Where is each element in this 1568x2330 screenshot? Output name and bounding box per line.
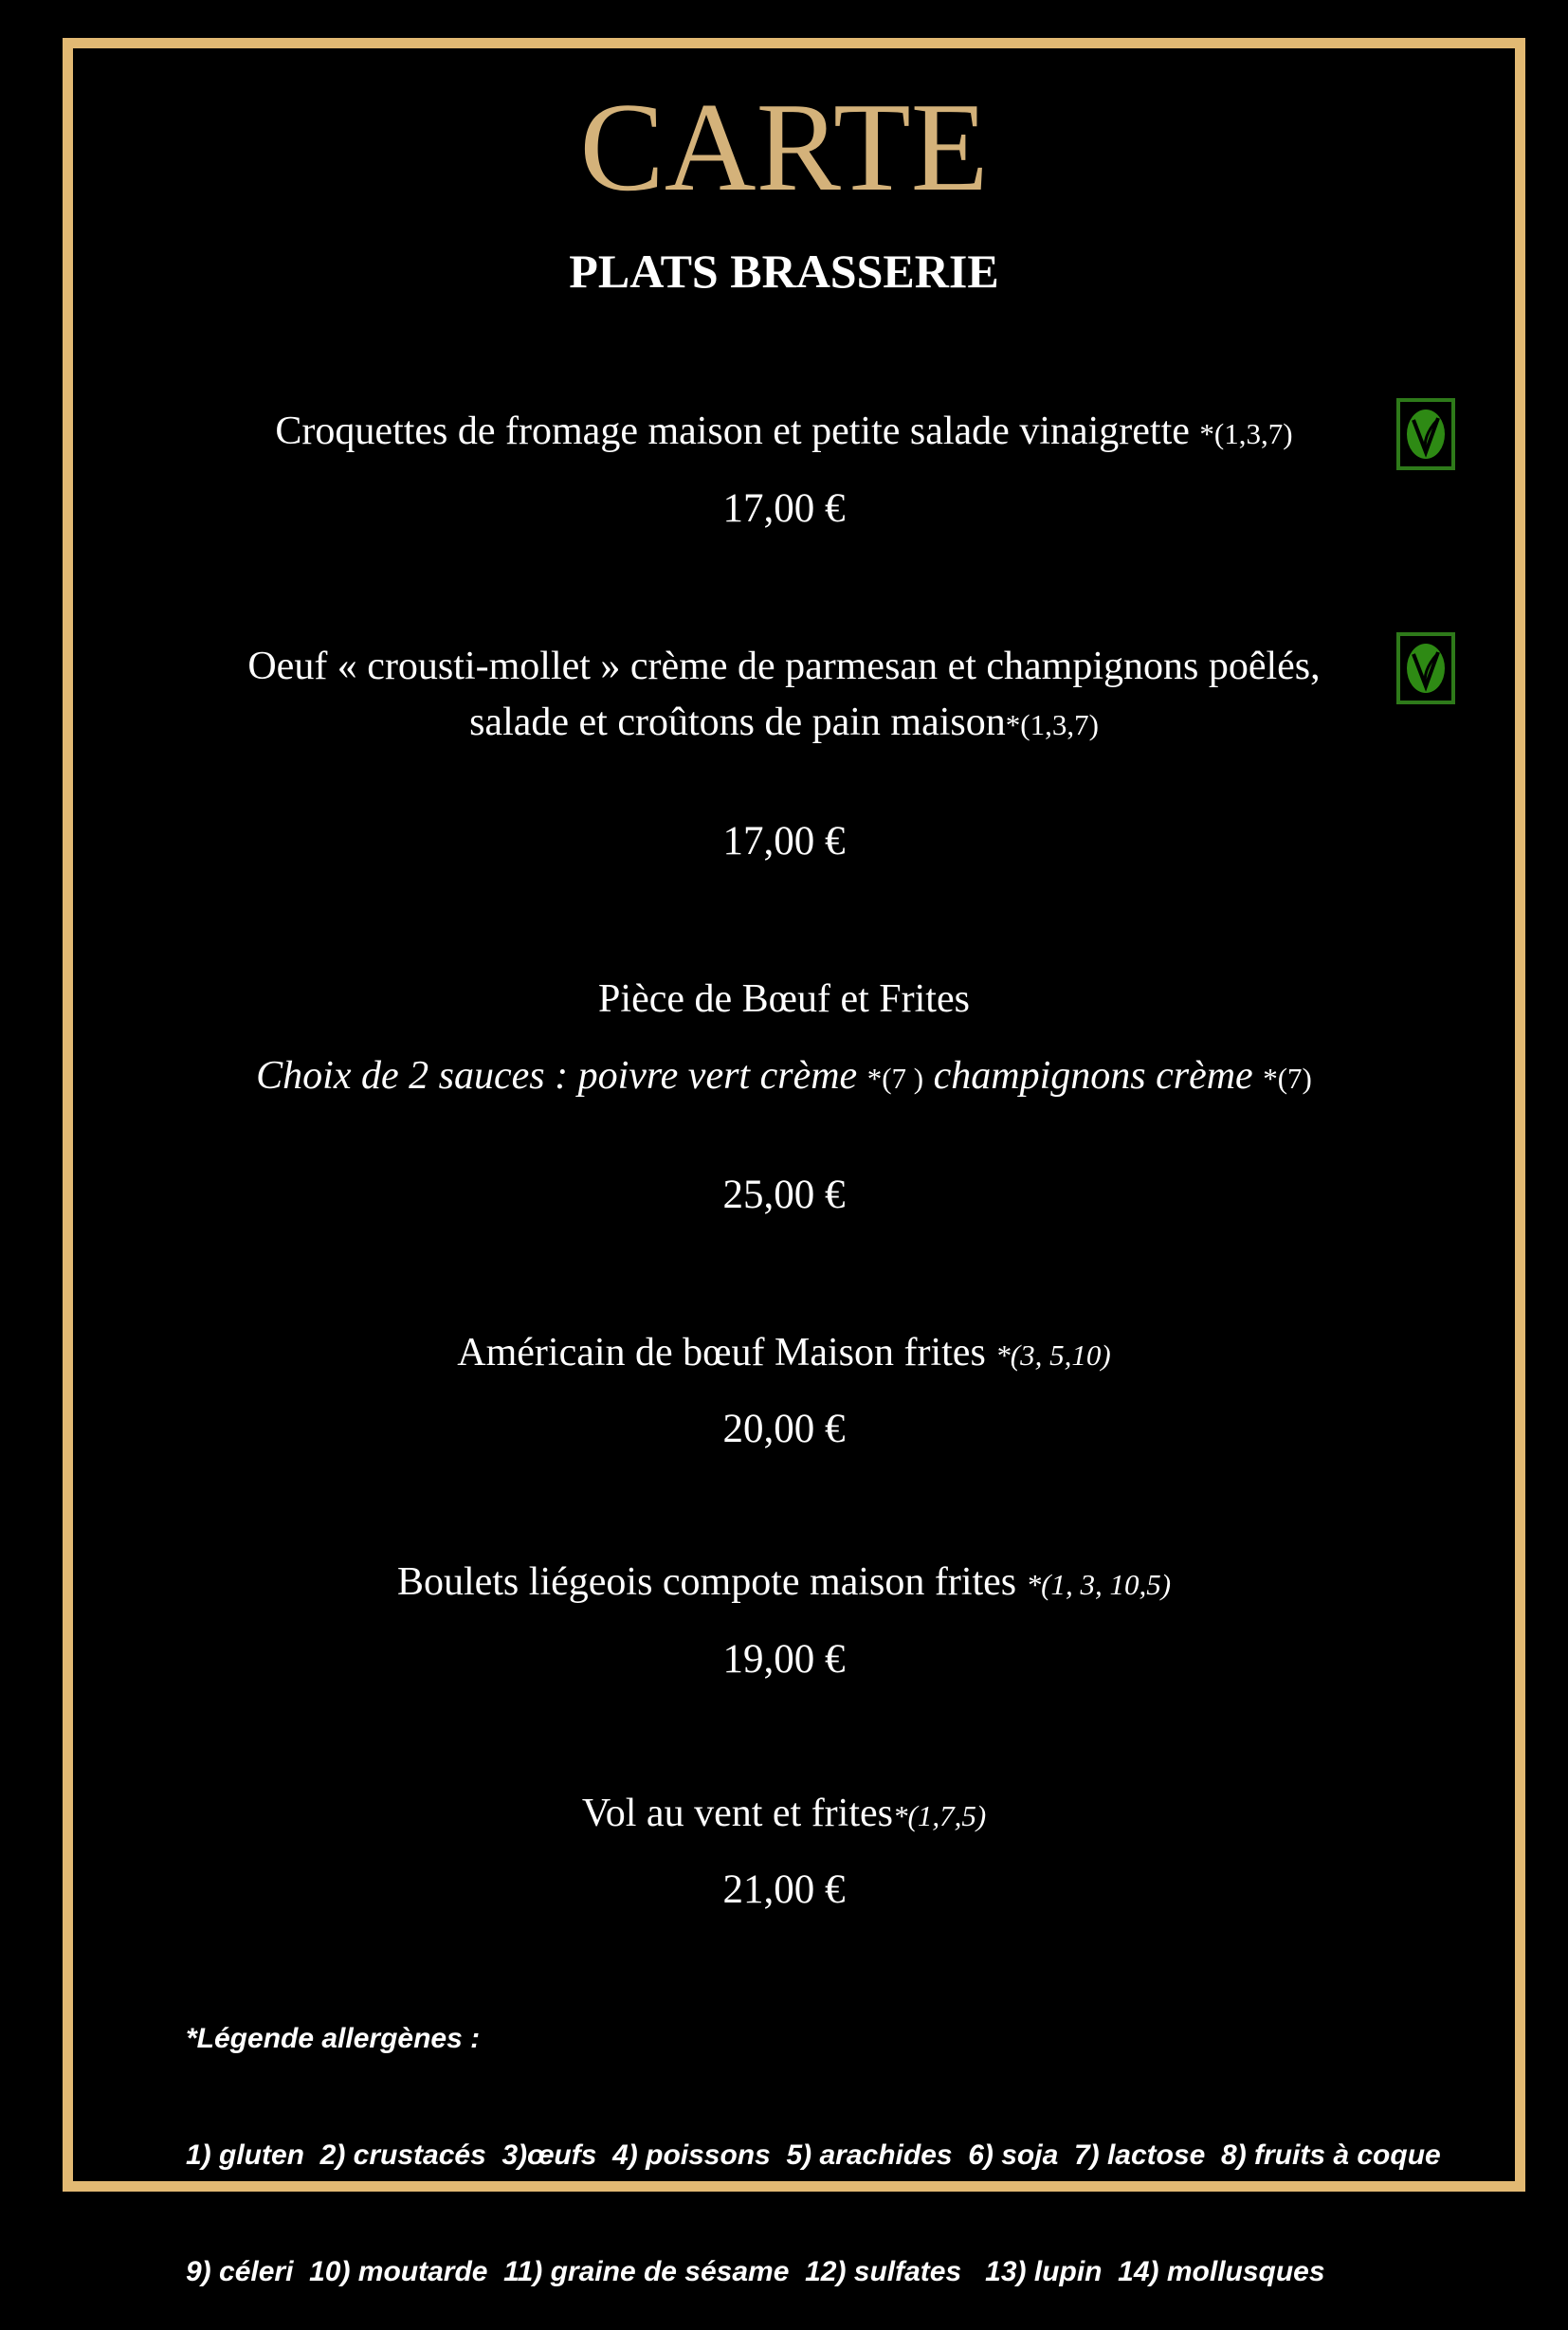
- legend-line-1: 1) gluten 2) crustacés 3)œufs 4) poissons 5) arachides 6) soja 7) lactose 8) fruits à coque: [186, 2139, 1441, 2171]
- legend-title: *Légende allergènes :: [186, 2023, 481, 2054]
- section-title: PLATS BRASSERIE: [569, 245, 999, 298]
- allergen-codes: *(7): [1263, 1062, 1312, 1095]
- allergen-codes: *(1,7,5): [893, 1799, 987, 1832]
- dish-name: Croquettes de fromage maison et petite salade vinaigrette: [275, 410, 1190, 453]
- menu-item-name: [0, 405, 1568, 461]
- vegetarian-leaf-icon: [1396, 398, 1455, 470]
- menu-item-price: 19,00 €: [722, 1637, 846, 1682]
- page-title: CARTE: [579, 77, 989, 217]
- allergen-codes: *(3, 5,10): [995, 1338, 1111, 1372]
- allergen-legend: [186, 1941, 1441, 2330]
- allergen-codes: *(7 ): [866, 1062, 924, 1095]
- menu-item-name: Pièce de Bœuf et Frites: [598, 977, 970, 1021]
- sauce-choice: [0, 1049, 1568, 1105]
- dish-name: Vol au vent et frites: [581, 1792, 893, 1835]
- allergen-codes: *(1, 3, 10,5): [1026, 1568, 1172, 1601]
- menu-item-price: 21,00 €: [722, 1867, 846, 1912]
- allergen-codes: *(1,3,7): [1005, 708, 1099, 741]
- menu-item-price: 17,00 €: [722, 486, 846, 531]
- sauce-intro: Choix de 2 sauces : poivre vert crème: [256, 1054, 858, 1098]
- menu-item-price: 20,00 €: [722, 1407, 846, 1451]
- dish-name: Boulets liégeois compote maison frites: [396, 1560, 1017, 1604]
- vegetarian-leaf-icon-graphic: [1402, 639, 1449, 698]
- menu-item-name-line1: Oeuf « crousti-mollet » crème de parmesan et champignons poêlés,: [247, 645, 1321, 688]
- menu-item-price: 17,00 €: [722, 819, 846, 864]
- menu-item-price: 25,00 €: [722, 1173, 846, 1217]
- menu-item-name-line2: [0, 696, 1568, 752]
- menu-item-name: [0, 1556, 1568, 1611]
- vegetarian-leaf-icon-graphic: [1402, 405, 1449, 464]
- menu-item-name: [0, 1326, 1568, 1382]
- dish-name: Américain de bœuf Maison frites: [457, 1331, 986, 1374]
- sauce-second: champignons crème: [933, 1054, 1253, 1098]
- legend-line-2: 9) céleri 10) moutarde 11) graine de sésame 12) sulfates 13) lupin 14) mollusques: [186, 2256, 1325, 2287]
- menu-item-name: [0, 1787, 1568, 1843]
- vegetarian-leaf-icon: [1396, 632, 1455, 704]
- dish-name: salade et croûtons de pain maison: [469, 701, 1006, 744]
- allergen-codes: *(1,3,7): [1199, 417, 1293, 450]
